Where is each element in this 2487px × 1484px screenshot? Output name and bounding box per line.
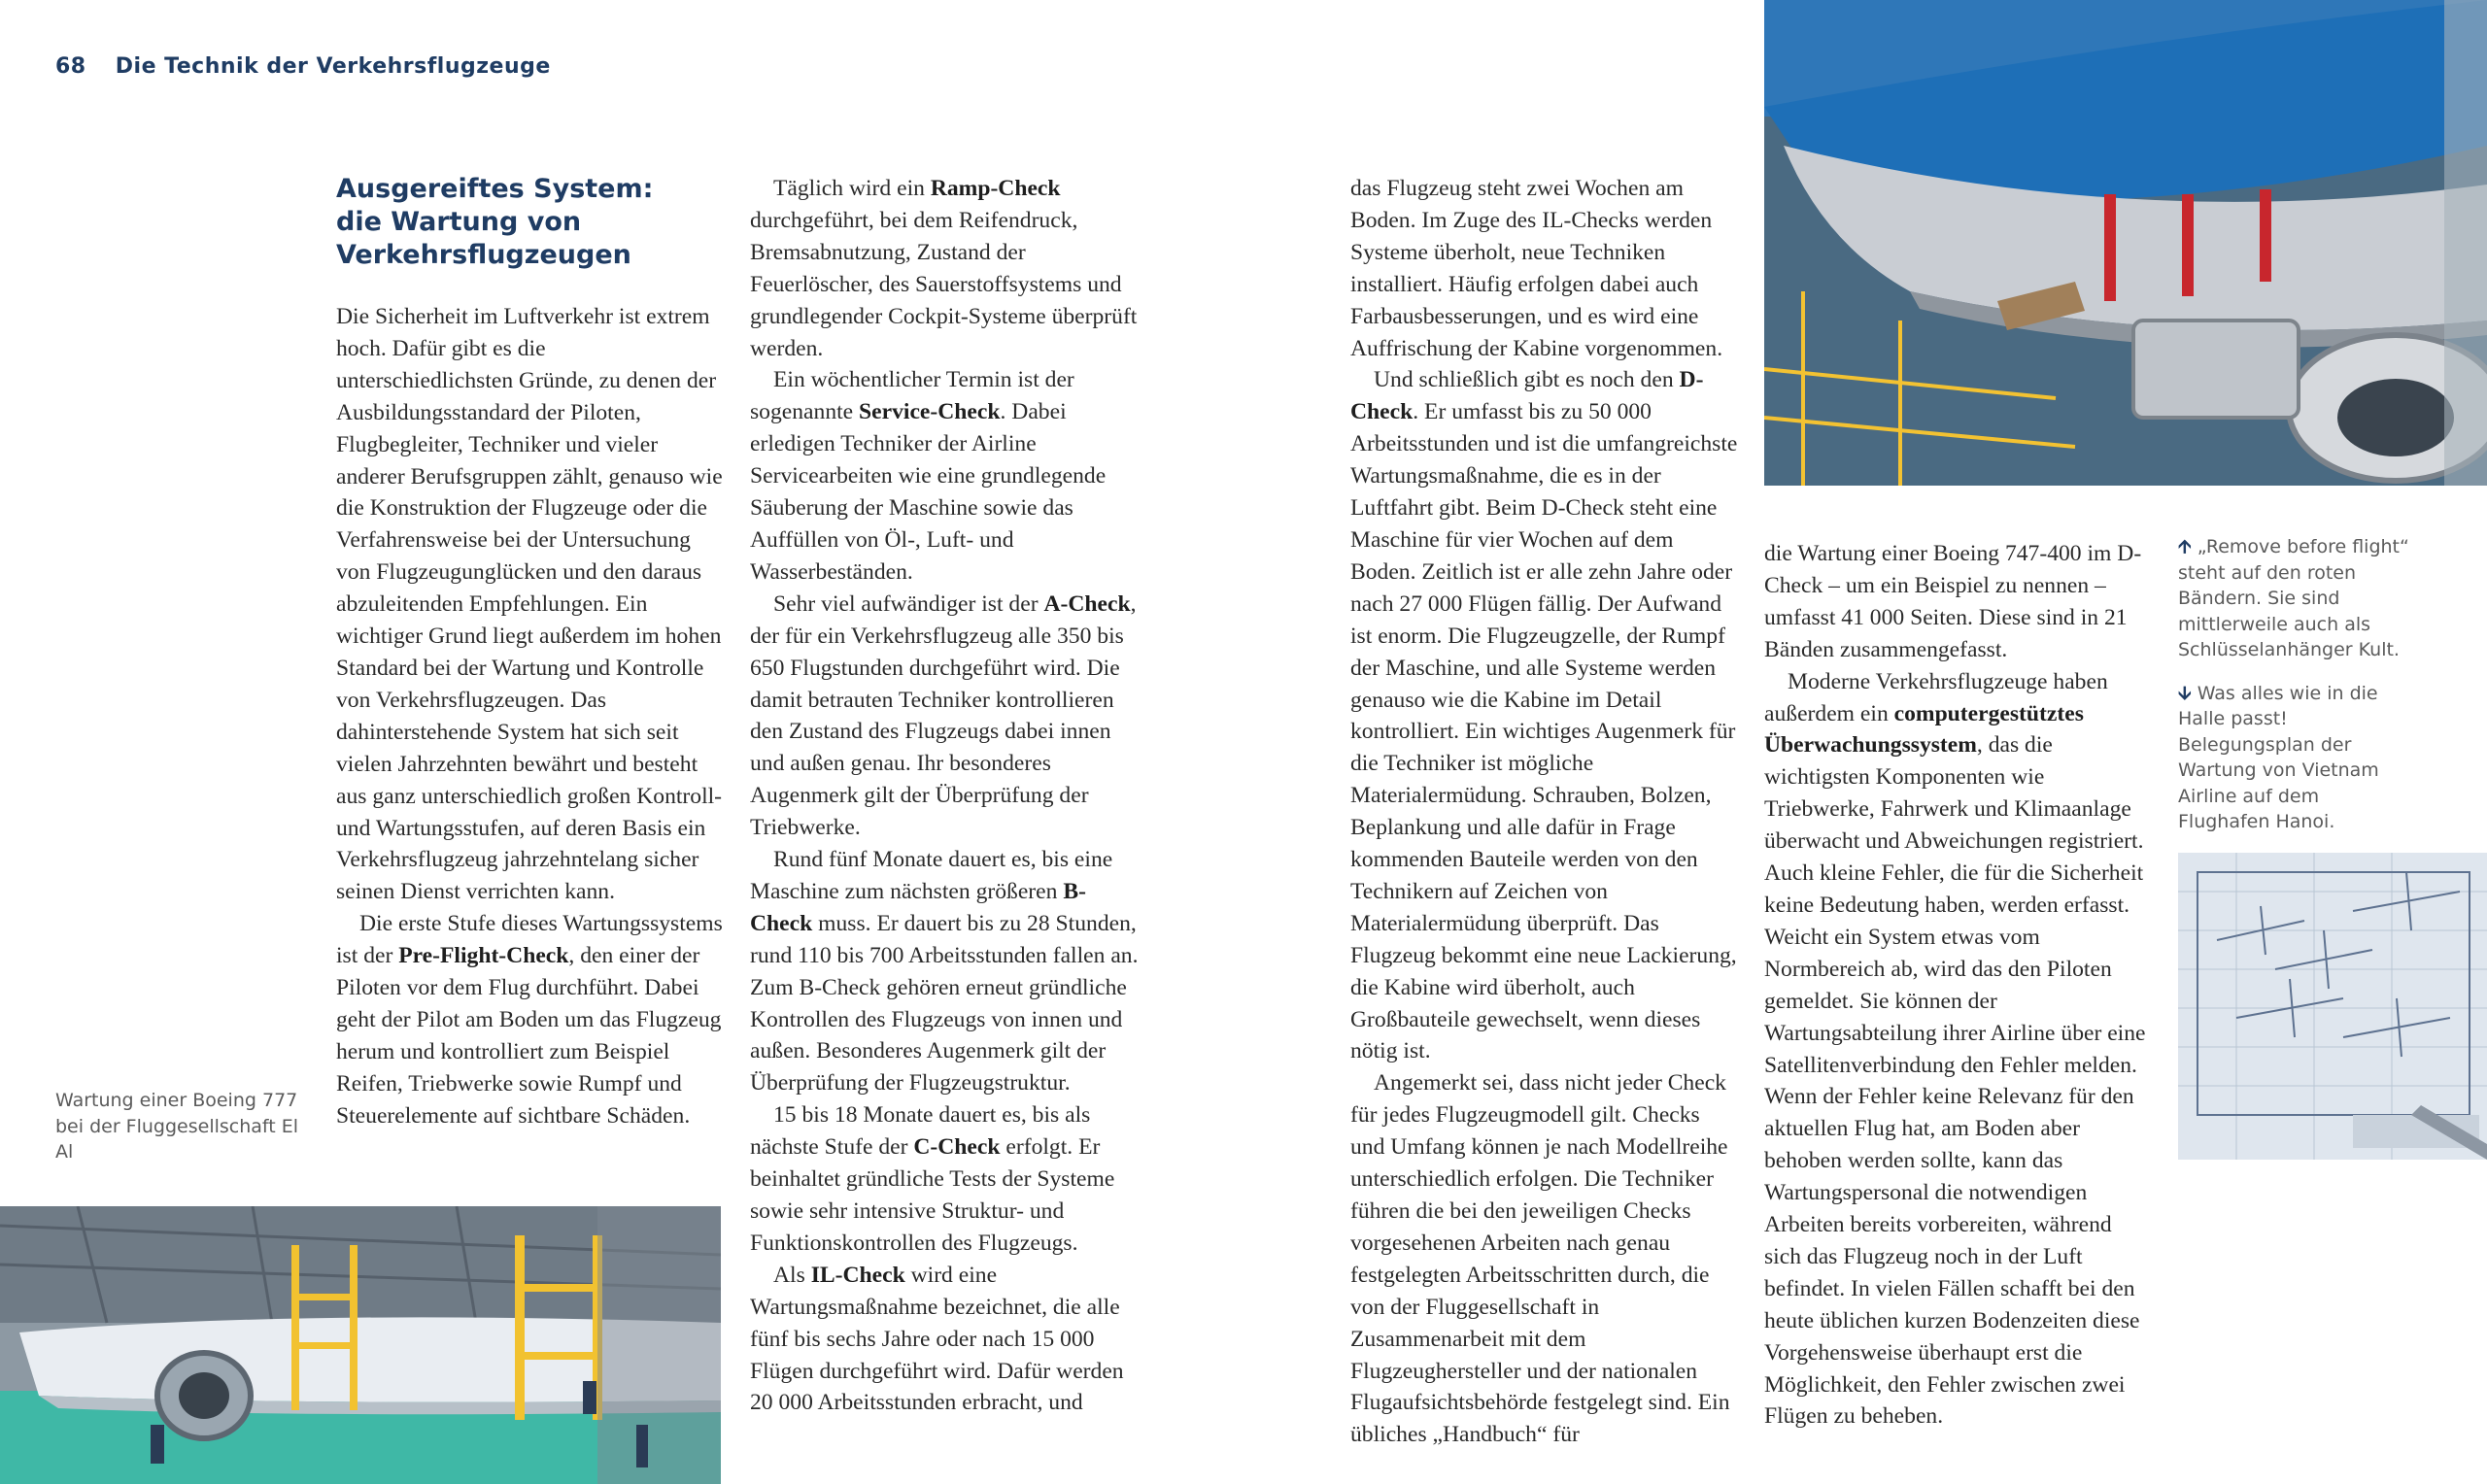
text-run: 15 bis 18 Monate dauert es, bis als nächste Stufe der <box>750 1102 1091 1161</box>
paragraph: Angemerkt sei, dass nicht jeder Check für jedes Flugzeugmodell gilt. Checks und Umfang können je nach Modellreihe unterschiedlich erfolgen. Die Techniker führen die bei den jeweiligen Checks vorgesehenen Arbeiten nach genau festgelegten Arbeitsschritten durch, die von der Fluggesellschaft in Zusammenarbeit mit dem Flugzeughersteller und der nationalen Flugaufsichtsbehörde festgelegt sind. Ein übliches „Handbuch“ für <box>1350 1070 1730 1448</box>
chapter-title: Die Technik der Verkehrsflugzeuge <box>115 54 551 79</box>
text-run: . Dabei erledigen Techniker der Airline Servicearbeiten wie eine grundlegende Säuberung der Maschine sowie das Auffüllen von Öl-, Luft- und Wasserbeständen. <box>750 399 1107 585</box>
paragraph <box>1764 666 2153 1433</box>
caption-hangar-photo <box>55 1088 310 1165</box>
caption-engine <box>2178 534 2416 663</box>
hangar-photo <box>0 1206 721 1484</box>
text-run: Täglich wird ein <box>773 176 931 201</box>
paragraph: die Wartung einer Boeing 747-400 im D-Check – um ein Beispiel zu nennen – umfasst 41 000 Seiten. Diese sind in 21 Bänden zusammengefasst. <box>1764 541 2142 662</box>
paragraph <box>750 364 1139 588</box>
text-column-1 <box>336 301 725 1132</box>
caption-text: „Remove before flight“ steht auf den roten Bändern. Sie sind mittlerweile auch als Schlüsselanhänger Kult. <box>2178 536 2409 660</box>
text-run: wird eine Wartungsmaßnahme bezeichnet, die alle fünf bis sechs Jahre oder nach 15 000 Flügen durchgeführt wird. Dafür werden 20 000 Arbeitsstunden erbracht, und <box>750 1262 1124 1416</box>
term-ramp-check: Ramp-Check <box>930 176 1061 201</box>
text-run: , der für ein Verkehrsflugzeug alle 350 bis 650 Flugstunden durchgeführt wird. Die damit betrauten Techniker kontrollieren den Zustand des Flugzeugs dabei innen und außen genau. Ihr besonderes Augenmerk gilt der Überprüfung der Triebwerke. <box>750 590 1137 841</box>
text-run: Rund fünf Monate dauert es, bis eine Maschine zum nächsten größeren <box>750 847 1113 904</box>
hangar-photo-illustration <box>0 1206 721 1484</box>
paragraph <box>1350 364 1739 1067</box>
text-run: Und schließlich gibt es noch den <box>1374 367 1680 393</box>
paragraph <box>336 908 725 1131</box>
term-il-check: IL-Check <box>810 1262 905 1288</box>
text-run: Moderne Verkehrsflugzeuge haben außerdem ein <box>1764 668 2108 726</box>
text-run: erfolgt. Er beinhaltet gründliche Tests der Systeme sowie sehr intensive Struktur- und Funktionskontrollen des Flugzeugs. <box>750 1134 1115 1256</box>
arrow-down-icon: 🡫 <box>2178 682 2192 704</box>
text-run: Sehr viel aufwändiger ist der <box>773 590 1044 617</box>
engine-photo-illustration <box>1764 0 2487 486</box>
blueprint-photo <box>2178 853 2487 1160</box>
term-a-check: A-Check <box>1043 590 1131 617</box>
text-run: , den einer der Piloten vor dem Flug durchführt. Dabei geht der Pilot am Boden um das Flugzeug herum und kontrolliert zum Beispiel Reifen, Triebwerke sowie Rumpf und Steuerelemente auf sichtbare Schäden. <box>336 943 722 1129</box>
term-monitoring-system: computergestütztes Überwachungssystem <box>1764 700 2084 759</box>
paragraph <box>750 1099 1139 1260</box>
caption-text: Was alles wie in die Halle passt! Belegungsplan der Wartung von Vietnam Airline auf dem Flughafen Hanoi. <box>2178 682 2379 832</box>
paragraph: das Flugzeug steht zwei Wochen am Boden. Im Zuge des IL-Checks werden Systeme überholt, neue Techniken installiert. Häufig erfolgen dabei auch Farbausbesserungen, und es wird eine Auffrischung der Kabine vorgenommen. <box>1350 176 1723 361</box>
text-run: Die erste Stufe dieses Wartungssystems ist der <box>336 911 723 969</box>
caption-blueprint <box>2178 681 2416 835</box>
engine-photo <box>1764 0 2487 486</box>
blueprint-photo-illustration <box>2178 853 2487 1160</box>
term-c-check: C-Check <box>913 1134 1001 1161</box>
text-run: durchgeführt, bei dem Reifendruck, Bremsabnutzung, Zustand der Feuerlöscher, des Sauerstoffsystems und grundlegender Cockpit-Systeme überprüft werden. <box>750 207 1138 361</box>
caption-side <box>2178 534 2416 835</box>
section-heading: Ausgereiftes System: die Wartung von Verkehrsflugzeugen <box>336 174 654 270</box>
paragraph <box>750 173 1139 364</box>
text-run: Als <box>773 1262 811 1288</box>
term-pre-flight-check: Pre-Flight-Check <box>398 943 569 969</box>
text-run: , das die wichtigsten Komponenten wie Triebwerke, Fahrwerk und Klimaanlage überwacht und Abweichungen registriert. Auch kleine Fehler, die für die Sicherheit keine Bedeutung haben, werden erfasst. Weicht ein System etwas vom Normbereich ab, wird das den Piloten gemeldet. Sie können der Wartungsabteilung ihrer Airline über eine Satellitenverbindung den Fehler melden. Wenn der Fehler keine Relevanz für den aktuellen Flug hat, am Boden aber behoben werden sollte, kann das Wartungspersonal die notwendigen Arbeiten bereits vorbereiten, während sich das Flugzeug noch in der Luft befindet. In vielen Fällen schafft bei den heute üblichen kurzen Bodenzeiten diese Vorgehensweise überhaupt erst die Möglichkeit, den Fehler zwischen zwei Flügen zu beheben. <box>1764 732 2146 1430</box>
caption-text: Wartung einer Boeing 777 bei der Fluggesellschaft El Al <box>55 1090 299 1163</box>
text-run: Ein wöchentlicher Termin ist der sogenannte <box>750 367 1074 425</box>
text-column-4 <box>1764 538 2153 1433</box>
text-column-3 <box>1350 173 1739 1451</box>
paragraph <box>750 844 1139 1099</box>
paragraph <box>750 589 1139 844</box>
text-column-2 <box>750 173 1139 1419</box>
paragraph: Die Sicherheit im Luftverkehr ist extrem hoch. Dafür gibt es die unterschiedlichsten Gründe, zu denen der Ausbildungsstandard der Piloten, Flugbegleiter, Techniker und vieler anderer Berufsgruppen zählt, genauso wie die Konstruktion der Flugzeuge oder die Verfahrensweise bei der Untersuchung von Flugzeugunglücken und den daraus abzuleitenden Empfehlungen. Ein wichtiger Grund liegt außerdem im hohen Standard bei der Wartung und Kontrolle von Verkehrsflugzeugen. Das dahinterstehende System hat sich seit vielen Jahrzehnten bewährt und besteht aus ganz unterschiedlich großen Kontroll- und Wartungsstufen, auf deren Basis ein Verkehrsflugzeug jahrzehntelang sicher seinen Dienst verrichten kann. <box>336 304 723 905</box>
paragraph <box>750 1260 1139 1420</box>
text-run: . Er umfasst bis zu 50 000 Arbeitsstunden und ist die umfangreichste Wartungsmaßnahme, die es in der Luftfahrt gibt. Beim D-Check steht eine Maschine für vier Wochen auf dem Boden. Zeitlich ist er alle zehn Jahre oder nach 27 000 Flügen fällig. Der Aufwand ist enorm. Die Flugzeugzelle, der Rumpf der Maschine, und alle Systeme werden genauso wie die Kabine im Detail kontrolliert. Ein wichtiges Augenmerk für die Techniker ist mögliche Materialermüdung. Schrauben, Bolzen, Beplankung und alle dafür in Frage kommenden Bauteile werden von den Technikern auf Zeichen von Materialermüdung überprüft. Das Flugzeug bekommt eine neue Lackierung, die Kabine wird überholt, auch Großbauteile gewechselt, wenn dieses nötig ist. <box>1350 399 1738 1064</box>
term-d-check: D-Check <box>1350 367 1704 425</box>
text-run: muss. Er dauert bis zu 28 Stunden, rund 110 bis 700 Arbeitsstunden fallen an. Zum B-Check gehören erneut gründliche Kontrollen des Flugzeugs von innen und außen. Besonderes Augenmerk gilt der Überprüfung der Flugzeugstruktur. <box>750 910 1139 1096</box>
term-b-check: B-Check <box>750 878 1086 936</box>
arrow-up-icon: 🡩 <box>2178 536 2192 557</box>
running-header <box>55 54 551 79</box>
page-number: 68 <box>55 54 86 79</box>
term-service-check: Service-Check <box>859 399 1001 425</box>
